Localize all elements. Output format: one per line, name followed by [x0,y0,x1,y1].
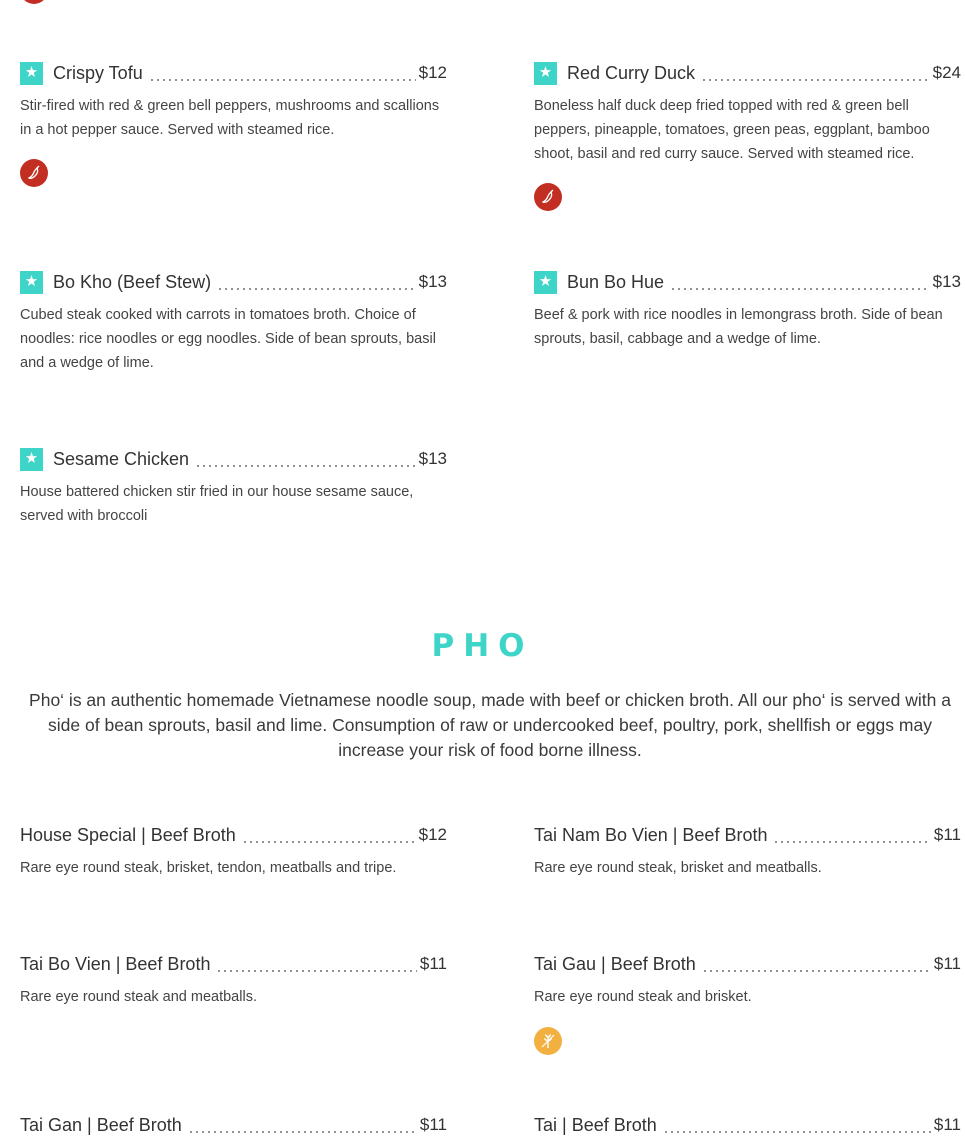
gluten-free-icon [534,1027,562,1055]
menu-item-price: $11 [419,954,447,973]
menu-item-red-curry-duck[interactable] [534,58,961,211]
menu-item-price: $12 [418,63,447,82]
dotted-leader [773,841,930,843]
featured-star-icon [20,271,43,294]
featured-star-icon [534,271,557,294]
menu-item-name: Crispy Tofu [53,63,143,83]
menu-item-tai-nam-bo-vien[interactable] [534,820,961,880]
menu-item-price: $11 [933,954,961,973]
menu-item-description: Rare eye round steak, brisket, tendon, meatballs and tripe. [20,860,397,876]
menu-item-house-special[interactable] [20,820,447,880]
dotted-leader [242,841,416,843]
menu-item-price: $11 [933,1115,961,1134]
featured-star-icon [20,62,43,85]
dotted-leader [702,970,931,972]
menu-item-bo-kho[interactable] [20,267,447,375]
menu-item-name: Bo Kho (Beef Stew) [53,272,212,292]
spicy-icon [20,0,48,4]
menu-item-crispy-tofu[interactable] [20,58,447,187]
dotted-leader [149,79,416,81]
menu-item-name: Tai Gan | Beef Broth [20,1115,182,1135]
menu-item-price: $12 [418,825,447,844]
menu-item-price: $11 [933,825,961,844]
menu-item-price: $11 [419,1115,447,1134]
menu-item-tai-gau[interactable] [534,949,961,1055]
menu-item-tai[interactable] [534,1110,961,1136]
section-title-pho: PHO [431,628,534,664]
menu-item-price: $13 [418,272,447,291]
menu-item-tai-gan[interactable] [20,1110,447,1136]
section-intro: Pho‘ is an authentic homemade Vietnamese noodle soup, made with beef or chicken broth. All our pho‘ is served with a side of bean sprouts, basil and lime. Consumption of raw or undercooked beef, poultry, pork, shellfish or eggs may increase your risk of food borne illness. [29,690,951,760]
menu-item-description: Stir-fired with red & green bell peppers, mushrooms and scallions in a hot pepper sauce. Served with steamed rice. [20,98,440,138]
menu-item-description: Boneless half duck deep fried topped with red & green bell peppers, pineapple, tomatoes, green peas, eggplant, bamboo shoot, basil and red curry sauce. Served with steamed rice. [534,98,930,162]
menu-item-name: Tai Gau | Beef Broth [534,954,696,974]
menu-item-price: $13 [418,449,447,468]
menu-item-name: Red Curry Duck [567,63,696,83]
menu-item-name: Tai Bo Vien | Beef Broth [20,954,211,974]
menu-item-price: $24 [932,63,961,82]
dotted-leader [663,1131,931,1133]
featured-star-icon [534,62,557,85]
dotted-leader [701,79,930,81]
dotted-leader [188,1131,417,1133]
menu-item-sesame-chicken[interactable] [20,444,447,528]
menu-item-bun-bo-hue[interactable] [534,267,961,351]
featured-star-icon [20,448,43,471]
dotted-leader [217,288,416,290]
menu-item-name: House Special | Beef Broth [20,825,236,845]
spicy-icon [534,183,562,211]
menu-item-name: Bun Bo Hue [567,272,665,292]
menu-item-description: Rare eye round steak and brisket. [534,989,752,1005]
menu-item-tai-bo-vien[interactable] [20,949,447,1009]
menu-item-price: $13 [932,272,961,291]
spicy-icon [20,159,48,187]
dotted-leader [216,970,416,972]
menu-item-description: House battered chicken stir fried in our house sesame sauce, served with broccoli [20,484,414,524]
dotted-leader [670,288,930,290]
menu-item-description: Rare eye round steak, brisket and meatballs. [534,860,822,876]
dotted-leader [195,465,416,467]
menu-item-name: Tai Nam Bo Vien | Beef Broth [534,825,768,845]
menu-item-description: Beef & pork with rice noodles in lemongrass broth. Side of bean sprouts, basil, cabbage and a wedge of lime. [534,307,943,347]
menu-item-name: Tai | Beef Broth [534,1115,657,1135]
menu-item-description: Cubed steak cooked with carrots in tomatoes broth. Choice of noodles: rice noodles or egg noodles. Side of bean sprouts, basil and a wedge of lime. [20,307,436,371]
menu-item-description: Rare eye round steak and meatballs. [20,989,257,1005]
menu-item-name: Sesame Chicken [53,449,190,469]
